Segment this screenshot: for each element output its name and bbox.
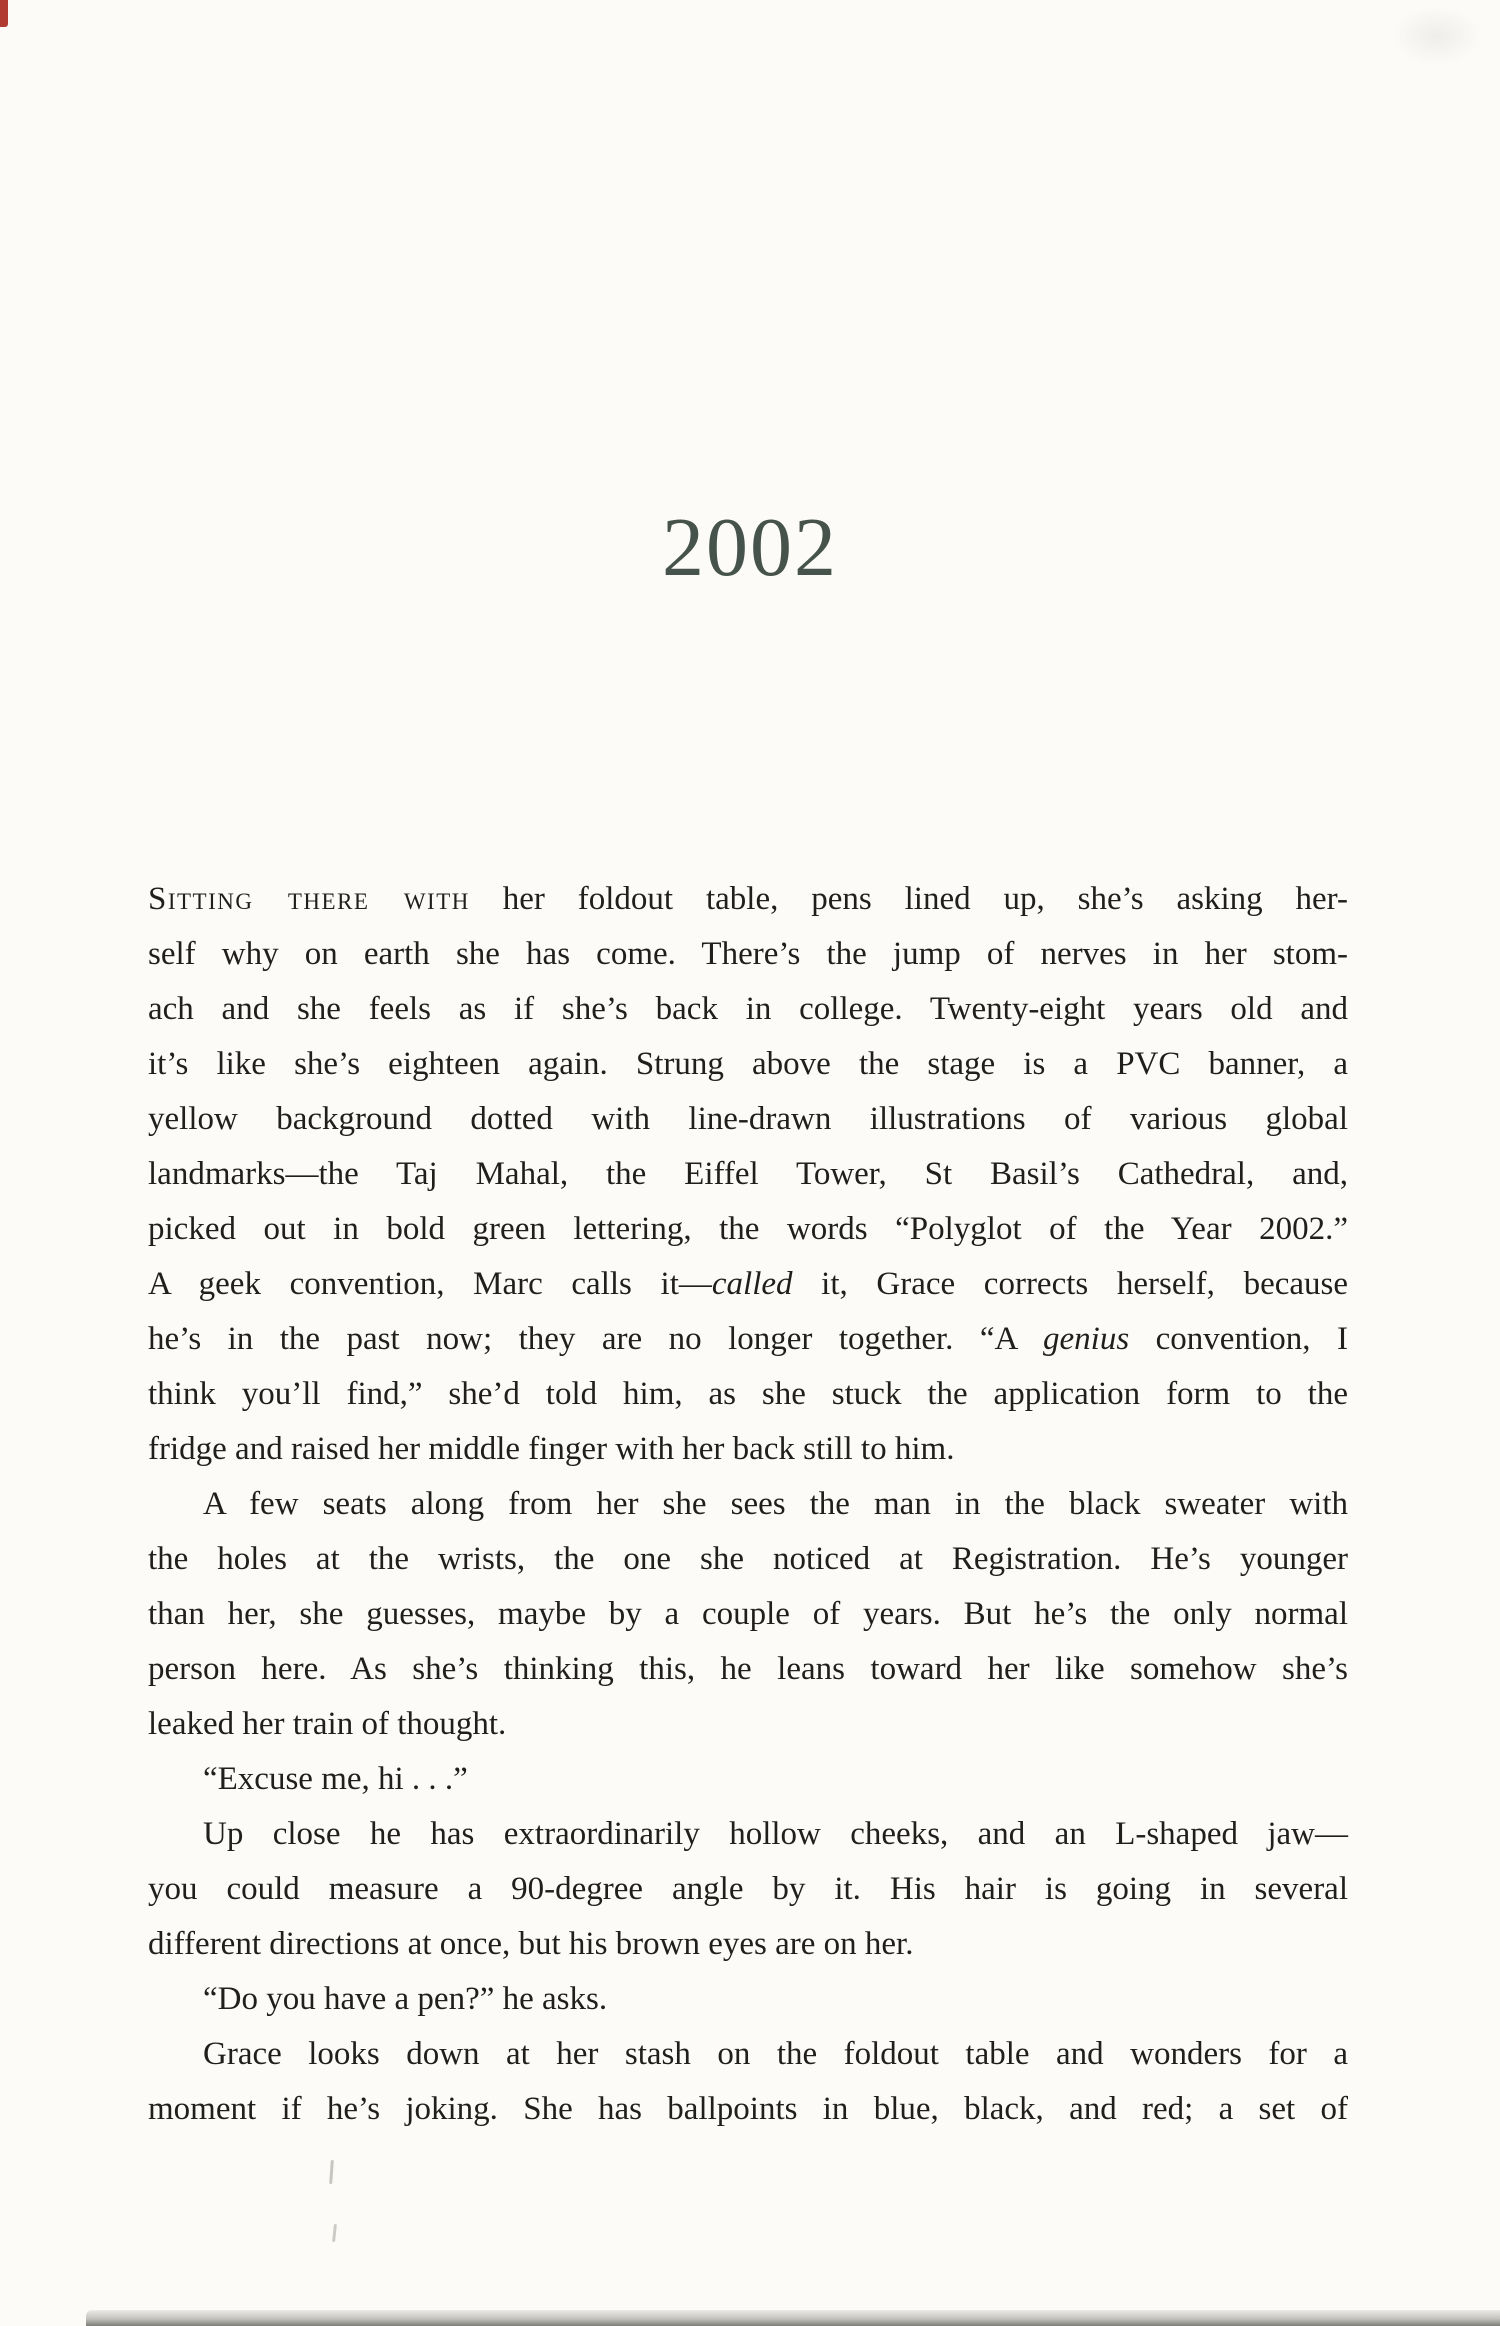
text-line: the holes at the wrists, the one she noticed at Registration. He’s younger bbox=[148, 1541, 1348, 1577]
text-line: “Do you have a pen?” he asks. bbox=[203, 1981, 608, 2017]
page-bottom-shadow bbox=[86, 2310, 1500, 2326]
text-line: picked out in bold green lettering, the words “Polyglot of the Year 2002.” bbox=[148, 1211, 1348, 1247]
text-line: person here. As she’s thinking this, he leans toward her like somehow she’s bbox=[148, 1651, 1348, 1687]
text-line: you could measure a 90-degree angle by it. His hair is going in several bbox=[148, 1871, 1348, 1907]
small-caps-opener: Sitting there with bbox=[148, 881, 470, 917]
text-line: he’s in the past now; they are no longer together. “A genius convention, I bbox=[148, 1321, 1348, 1357]
text-line: fridge and raised her middle finger with her back still to him. bbox=[148, 1431, 955, 1467]
text-line: than her, she guesses, maybe by a couple of years. But he’s the only normal bbox=[148, 1596, 1348, 1632]
scan-artifact bbox=[332, 2224, 337, 2242]
text-line: landmarks—the Taj Mahal, the Eiffel Tower, St Basil’s Cathedral, and, bbox=[148, 1156, 1348, 1192]
text-line: different directions at once, but his brown eyes are on her. bbox=[148, 1926, 914, 1962]
text-line: think you’ll find,” she’d told him, as she stuck the application form to the bbox=[148, 1376, 1348, 1412]
scan-artifact bbox=[329, 2160, 334, 2184]
text-line: it’s like she’s eighteen again. Strung above the stage is a PVC banner, a bbox=[148, 1046, 1348, 1082]
scan-smudge bbox=[1392, 6, 1482, 66]
text-line: Grace looks down at her stash on the foldout table and wonders for a bbox=[203, 2036, 1348, 2072]
text-line: Sitting there with her foldout table, pens lined up, she’s asking her- bbox=[148, 881, 1348, 917]
text-line: “Excuse me, hi . . .” bbox=[203, 1761, 468, 1797]
body-text-column bbox=[148, 872, 1348, 2137]
chapter-heading: 2002 bbox=[662, 501, 838, 594]
text-line: A few seats along from her she sees the man in the black sweater with bbox=[203, 1486, 1348, 1522]
text-line: self why on earth she has come. There’s the jump of nerves in her stom- bbox=[148, 936, 1348, 972]
text-line: A geek convention, Marc calls it—called it, Grace corrects herself, because bbox=[148, 1266, 1348, 1302]
text-line: yellow background dotted with line-drawn illustrations of various global bbox=[148, 1101, 1348, 1137]
text-line: leaked her train of thought. bbox=[148, 1706, 507, 1742]
text-line: moment if he’s joking. She has ballpoints in blue, black, and red; a set of bbox=[148, 2091, 1348, 2127]
text-line: Up close he has extraordinarily hollow cheeks, and an L-shaped jaw— bbox=[203, 1816, 1348, 1852]
text-line: ach and she feels as if she’s back in college. Twenty-eight years old and bbox=[148, 991, 1348, 1027]
scan-corner-mark bbox=[0, 0, 8, 27]
